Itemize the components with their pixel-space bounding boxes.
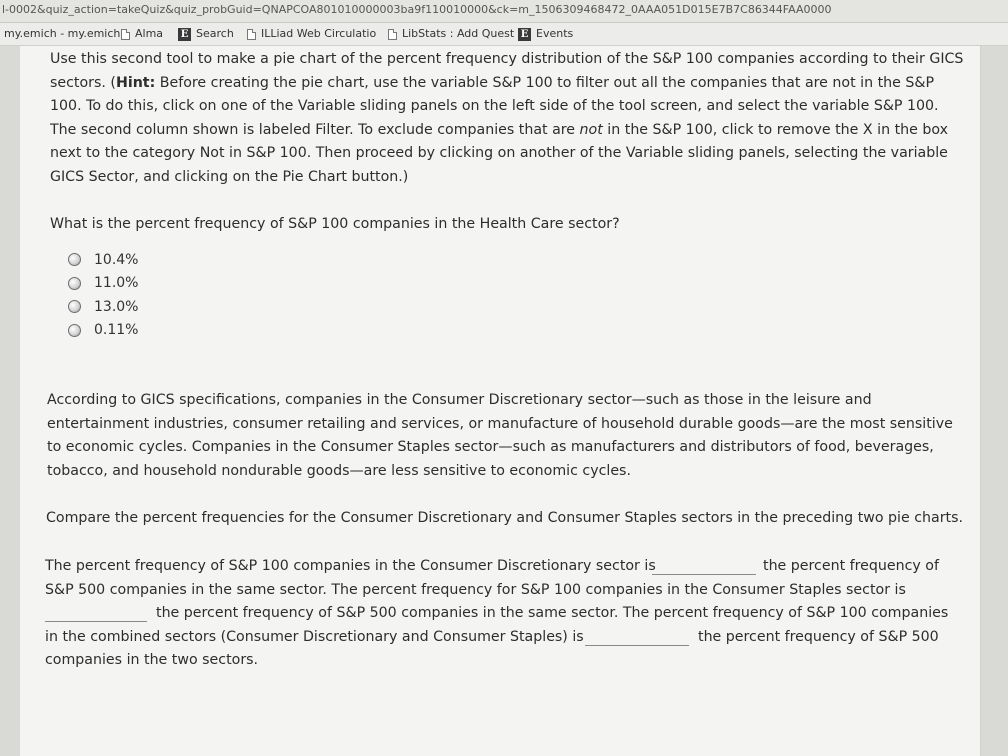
context-line: tobacco, and household nondurable goods—are less sensitive to economic cycles. [47, 462, 631, 479]
instructions-line: Use this second tool to make a pie chart of the percent frequency distribution of the S&P 100 companies according to their GICS [50, 51, 964, 67]
text-span: The second column shown is labeled Filter. To exclude companies that are [50, 121, 580, 138]
context-paragraph [47, 389, 953, 483]
fill-in-paragraph [45, 555, 955, 673]
bookmark-my-emich[interactable] [4, 26, 120, 42]
e-icon: E [518, 28, 531, 41]
compare-instruction: Compare the percent frequencies for the Consumer Discretionary and Consumer Staples sectors in the preceding two pie charts. [46, 510, 964, 526]
bookmark-label: my.emich - my.emich [4, 27, 121, 40]
hint-label: Hint: [115, 74, 156, 91]
context-line: According to GICS specifications, companies in the Consumer Discretionary sector—such as those in the leisure and [47, 392, 872, 408]
instructions-line [50, 72, 963, 96]
blank-consumer-discretionary[interactable] [652, 559, 756, 575]
bookmark-label: Events [536, 27, 574, 40]
text-span: in the S&P 100, click to remove the X in the box [602, 121, 949, 138]
text-span: the percent frequency of [763, 558, 939, 574]
scrollbar-edge [980, 46, 981, 756]
e-icon: E [178, 28, 191, 41]
bookmark-label: ILLiad Web Circulatio [261, 27, 377, 40]
url-text: l-0002&quiz_action=takeQuiz&quiz_probGuid=QNAPCOA80101000000​3ba9f110010000&ck=m_1506309468472_0AAA051D015E7B7C86344FAA0000 [2, 3, 832, 16]
page-icon [388, 29, 397, 40]
context-line: to economic cycles. Companies in the Consumer Staples sector—such as manufacturers and distributors of food, beverages, [47, 439, 934, 455]
option-label: 11.0% [94, 275, 139, 292]
address-bar[interactable] [0, 0, 1008, 23]
page-icon [247, 29, 256, 40]
fill-line [45, 555, 955, 579]
page-icon [121, 29, 130, 40]
fill-line: companies in the two sectors. [45, 652, 259, 668]
option-10-4[interactable] [68, 248, 138, 272]
bookmark-label: Alma [135, 27, 164, 40]
option-0-11[interactable] [68, 319, 138, 343]
blank-consumer-staples[interactable] [45, 606, 147, 622]
fill-line [45, 626, 955, 650]
option-11-0[interactable] [68, 272, 138, 296]
context-line: entertainment industries, consumer retailing and services, or manufacture of household durable goods—are the most sensitive [47, 415, 953, 432]
radio-button[interactable] [68, 324, 81, 337]
bookmark-events[interactable] [518, 26, 573, 42]
bookmark-label: LibStats : Add Quest [402, 27, 515, 40]
bookmark-alma[interactable] [121, 26, 163, 42]
instructions-paragraph [50, 48, 963, 189]
text-span: Before creating the pie chart, use the variable S&P 100 to filter out all the companies that are not in the S&P [155, 74, 935, 91]
text-span: the percent frequency of S&P 500 [698, 628, 939, 645]
text-span: sectors. ( [50, 74, 116, 91]
instructions-line: 100. To do this, click on one of the Variable sliding panels on the left side of the tool screen, and select the variable S&P 100. [50, 98, 939, 114]
blank-combined-sectors[interactable] [585, 630, 689, 646]
radio-button[interactable] [68, 277, 81, 290]
instructions-line: GICS Sector, and clicking on the Pie Chart button.) [50, 168, 409, 185]
radio-button[interactable] [68, 300, 81, 313]
option-label: 0.11% [94, 322, 139, 339]
text-span: the percent frequency of S&P 500 companies in the same sector. The percent frequency of S&P 100 companies [156, 605, 949, 621]
emphasis-not: not [579, 121, 603, 138]
text-span: The percent frequency of S&P 100 companies in the Consumer Discretionary sector is [45, 558, 656, 574]
text-span: in the combined sectors (Consumer Discretionary and Consumer Staples) is [45, 628, 584, 645]
fill-line: S&P 500 companies in the same sector. The percent frequency for S&P 100 companies in the Consumer Staples sector is [45, 581, 906, 598]
bookmark-search[interactable] [178, 26, 234, 42]
instructions-line: next to the category Not in S&P 100. Then proceed by clicking on another of the Variable sliding panels, selecting the variable [50, 145, 948, 161]
bookmark-label: Search [196, 27, 234, 40]
instructions-line [50, 119, 963, 143]
question-text: What is the percent frequency of S&P 100 companies in the Health Care sector? [50, 216, 620, 232]
option-label: 10.4% [94, 251, 139, 268]
bookmark-illiad[interactable] [247, 26, 376, 42]
bookmark-libstats[interactable] [388, 26, 514, 42]
bookmarks-bar [0, 23, 1008, 46]
fill-line [45, 602, 955, 626]
radio-button[interactable] [68, 253, 81, 266]
answer-options [68, 248, 138, 342]
option-13-0[interactable] [68, 295, 138, 319]
option-label: 13.0% [94, 298, 139, 315]
